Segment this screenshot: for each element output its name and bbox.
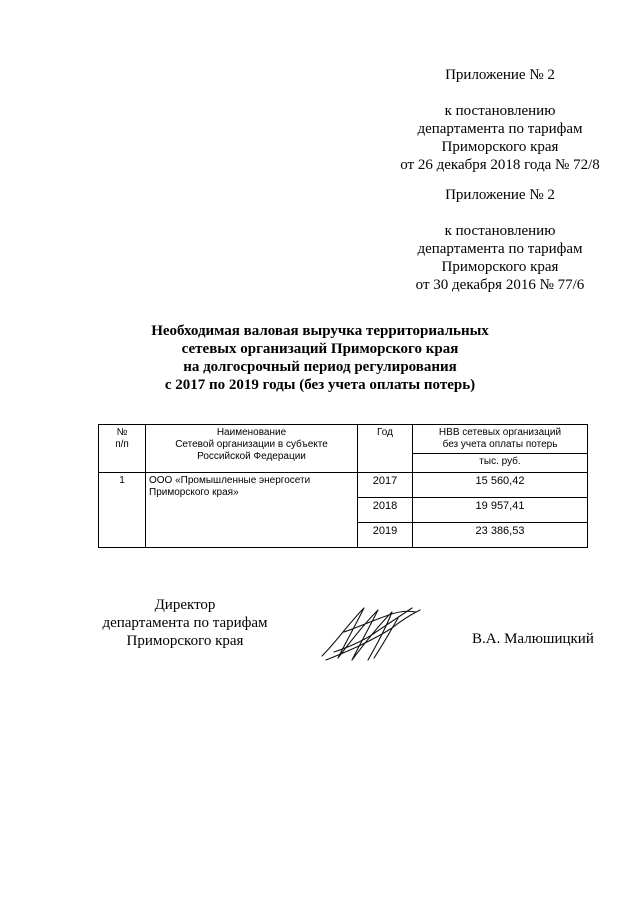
title-line: на долгосрочный период регулирования [183, 359, 457, 375]
header-nvv-line: НВВ сетевых организаций [438, 427, 562, 438]
row-value: 23 386,53 [413, 523, 588, 548]
table-header-row [99, 425, 588, 454]
appendix-previous-heading-text: Приложение № 2 [445, 187, 555, 203]
row-value: 19 957,41 [413, 498, 588, 523]
signer-line: департамента по тарифам [102, 615, 268, 631]
header-number [99, 425, 146, 473]
row-organization-name [146, 473, 358, 548]
appendix-previous-line: к постановлению [444, 223, 556, 239]
header-number-line: № [116, 427, 128, 438]
header-name-line: Российской Федерации [197, 451, 306, 462]
appendix-current-line: к постановлению [444, 103, 556, 119]
appendix-previous-heading [380, 186, 620, 204]
handwritten-signature [316, 602, 426, 664]
appendix-current-line: департамента по тарифам [417, 121, 583, 137]
appendix-current-line: Приморского края [441, 139, 559, 155]
header-nvv-line: без учета оплаты потерь [442, 439, 558, 450]
title-line: с 2017 по 2019 годы (без учета оплаты потерь) [164, 377, 476, 393]
signer-line: Приморского края [126, 633, 244, 649]
title-line: сетевых организаций Приморского края [181, 341, 459, 357]
header-organization-name [146, 425, 358, 473]
row-value: 15 560,42 [413, 473, 588, 498]
row-name-line: ООО «Промышленные энергосети [149, 475, 311, 486]
appendix-previous-line: департамента по тарифам [417, 241, 583, 257]
header-name-line: Наименование [216, 427, 287, 438]
row-name-line: Приморского края» [149, 487, 239, 498]
signer-position [80, 596, 290, 650]
appendix-previous-details [380, 222, 620, 294]
nvv-table [98, 424, 588, 548]
appendix-previous-line: от 30 декабря 2016 № 77/6 [415, 277, 585, 293]
appendix-current-details [380, 102, 620, 174]
header-unit: тыс. руб. [413, 454, 588, 473]
signer-name: В.А. Малюшицкий [472, 631, 594, 647]
appendix-previous-line: Приморского края [441, 259, 559, 275]
row-year: 2019 [358, 523, 413, 548]
signer-line: Директор [154, 597, 216, 613]
header-nvv [413, 425, 588, 454]
row-year: 2018 [358, 498, 413, 523]
appendix-current-line: от 26 декабря 2018 года № 72/8 [400, 157, 600, 173]
header-year: Год [358, 425, 413, 473]
document-title [0, 322, 640, 394]
table-row [99, 473, 588, 498]
header-name-line: Сетевой организации в субъекте [175, 439, 328, 450]
row-year: 2017 [358, 473, 413, 498]
row-number: 1 [99, 473, 146, 548]
appendix-current-heading [380, 66, 620, 84]
appendix-current-heading-text: Приложение № 2 [445, 67, 555, 83]
title-line: Необходимая валовая выручка территориальных [151, 323, 489, 339]
header-number-line: п/п [115, 439, 129, 450]
